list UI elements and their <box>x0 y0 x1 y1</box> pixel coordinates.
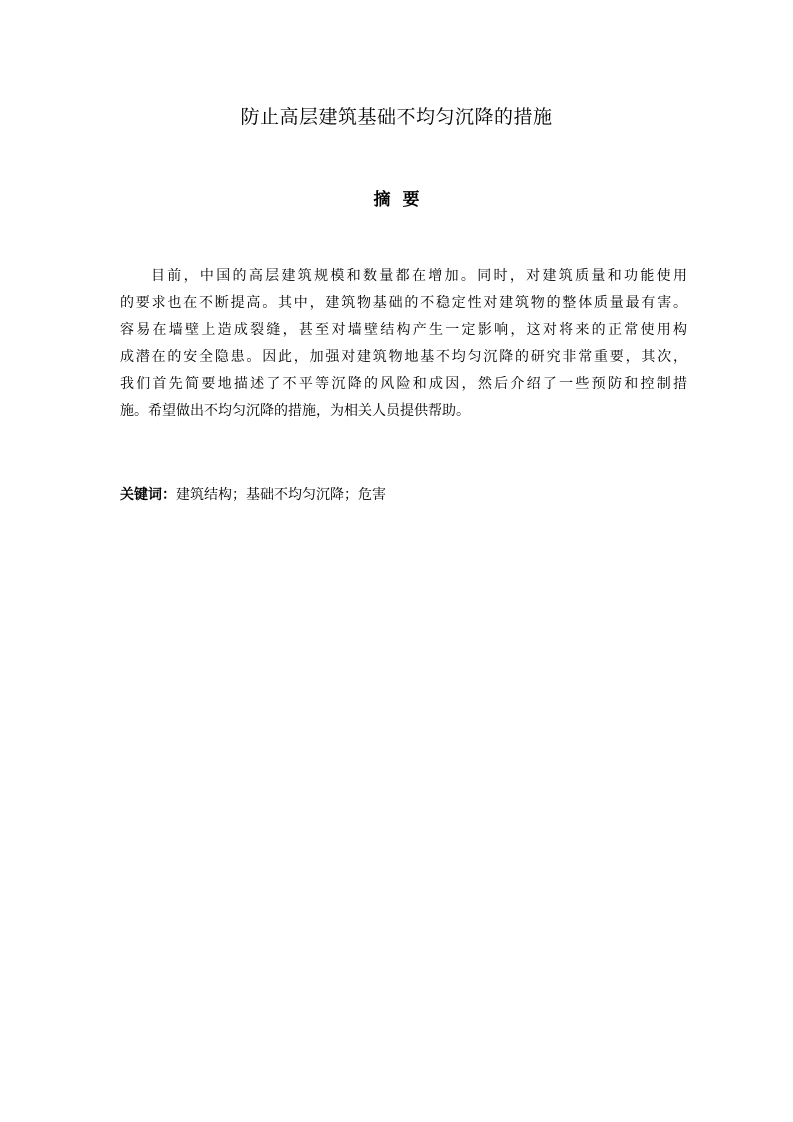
abstract-line: 成潜在的安全隐患。因此，加强对建筑物地基不均匀沉降的研究非常重要，其次， <box>120 349 687 365</box>
keywords <box>120 482 386 508</box>
abstract-line: 容易在墙壁上造成裂缝，甚至对墙壁结构产生一定影响，这对将来的正常使用构 <box>120 322 687 338</box>
paper-title: 防止高层建筑基础不均匀沉降的措施 <box>240 106 553 128</box>
abstract-line: 的要求也在不断提高。其中，建筑物基础的不稳定性对建筑物的整体质量最有害。 <box>120 295 687 311</box>
abstract-heading-char-2: 要 <box>402 190 420 210</box>
keywords-label: 关键词： <box>120 487 176 503</box>
abstract-heading <box>0 187 793 213</box>
abstract-line: 目前，中国的高层建筑规模和数量都在增加。同时，对建筑质量和功能使用 <box>151 268 687 284</box>
abstract-line: 我们首先简要地描述了不平等沉降的风险和成因，然后介绍了一些预防和控制措 <box>120 376 687 392</box>
abstract-heading-char-1: 摘 <box>373 190 391 210</box>
abstract-line: 施。希望做出不均匀沉降的措施，为相关人员提供帮助。 <box>120 403 470 419</box>
abstract-body <box>120 263 687 425</box>
keywords-text: 建筑结构；基础不均匀沉降；危害 <box>176 487 386 503</box>
